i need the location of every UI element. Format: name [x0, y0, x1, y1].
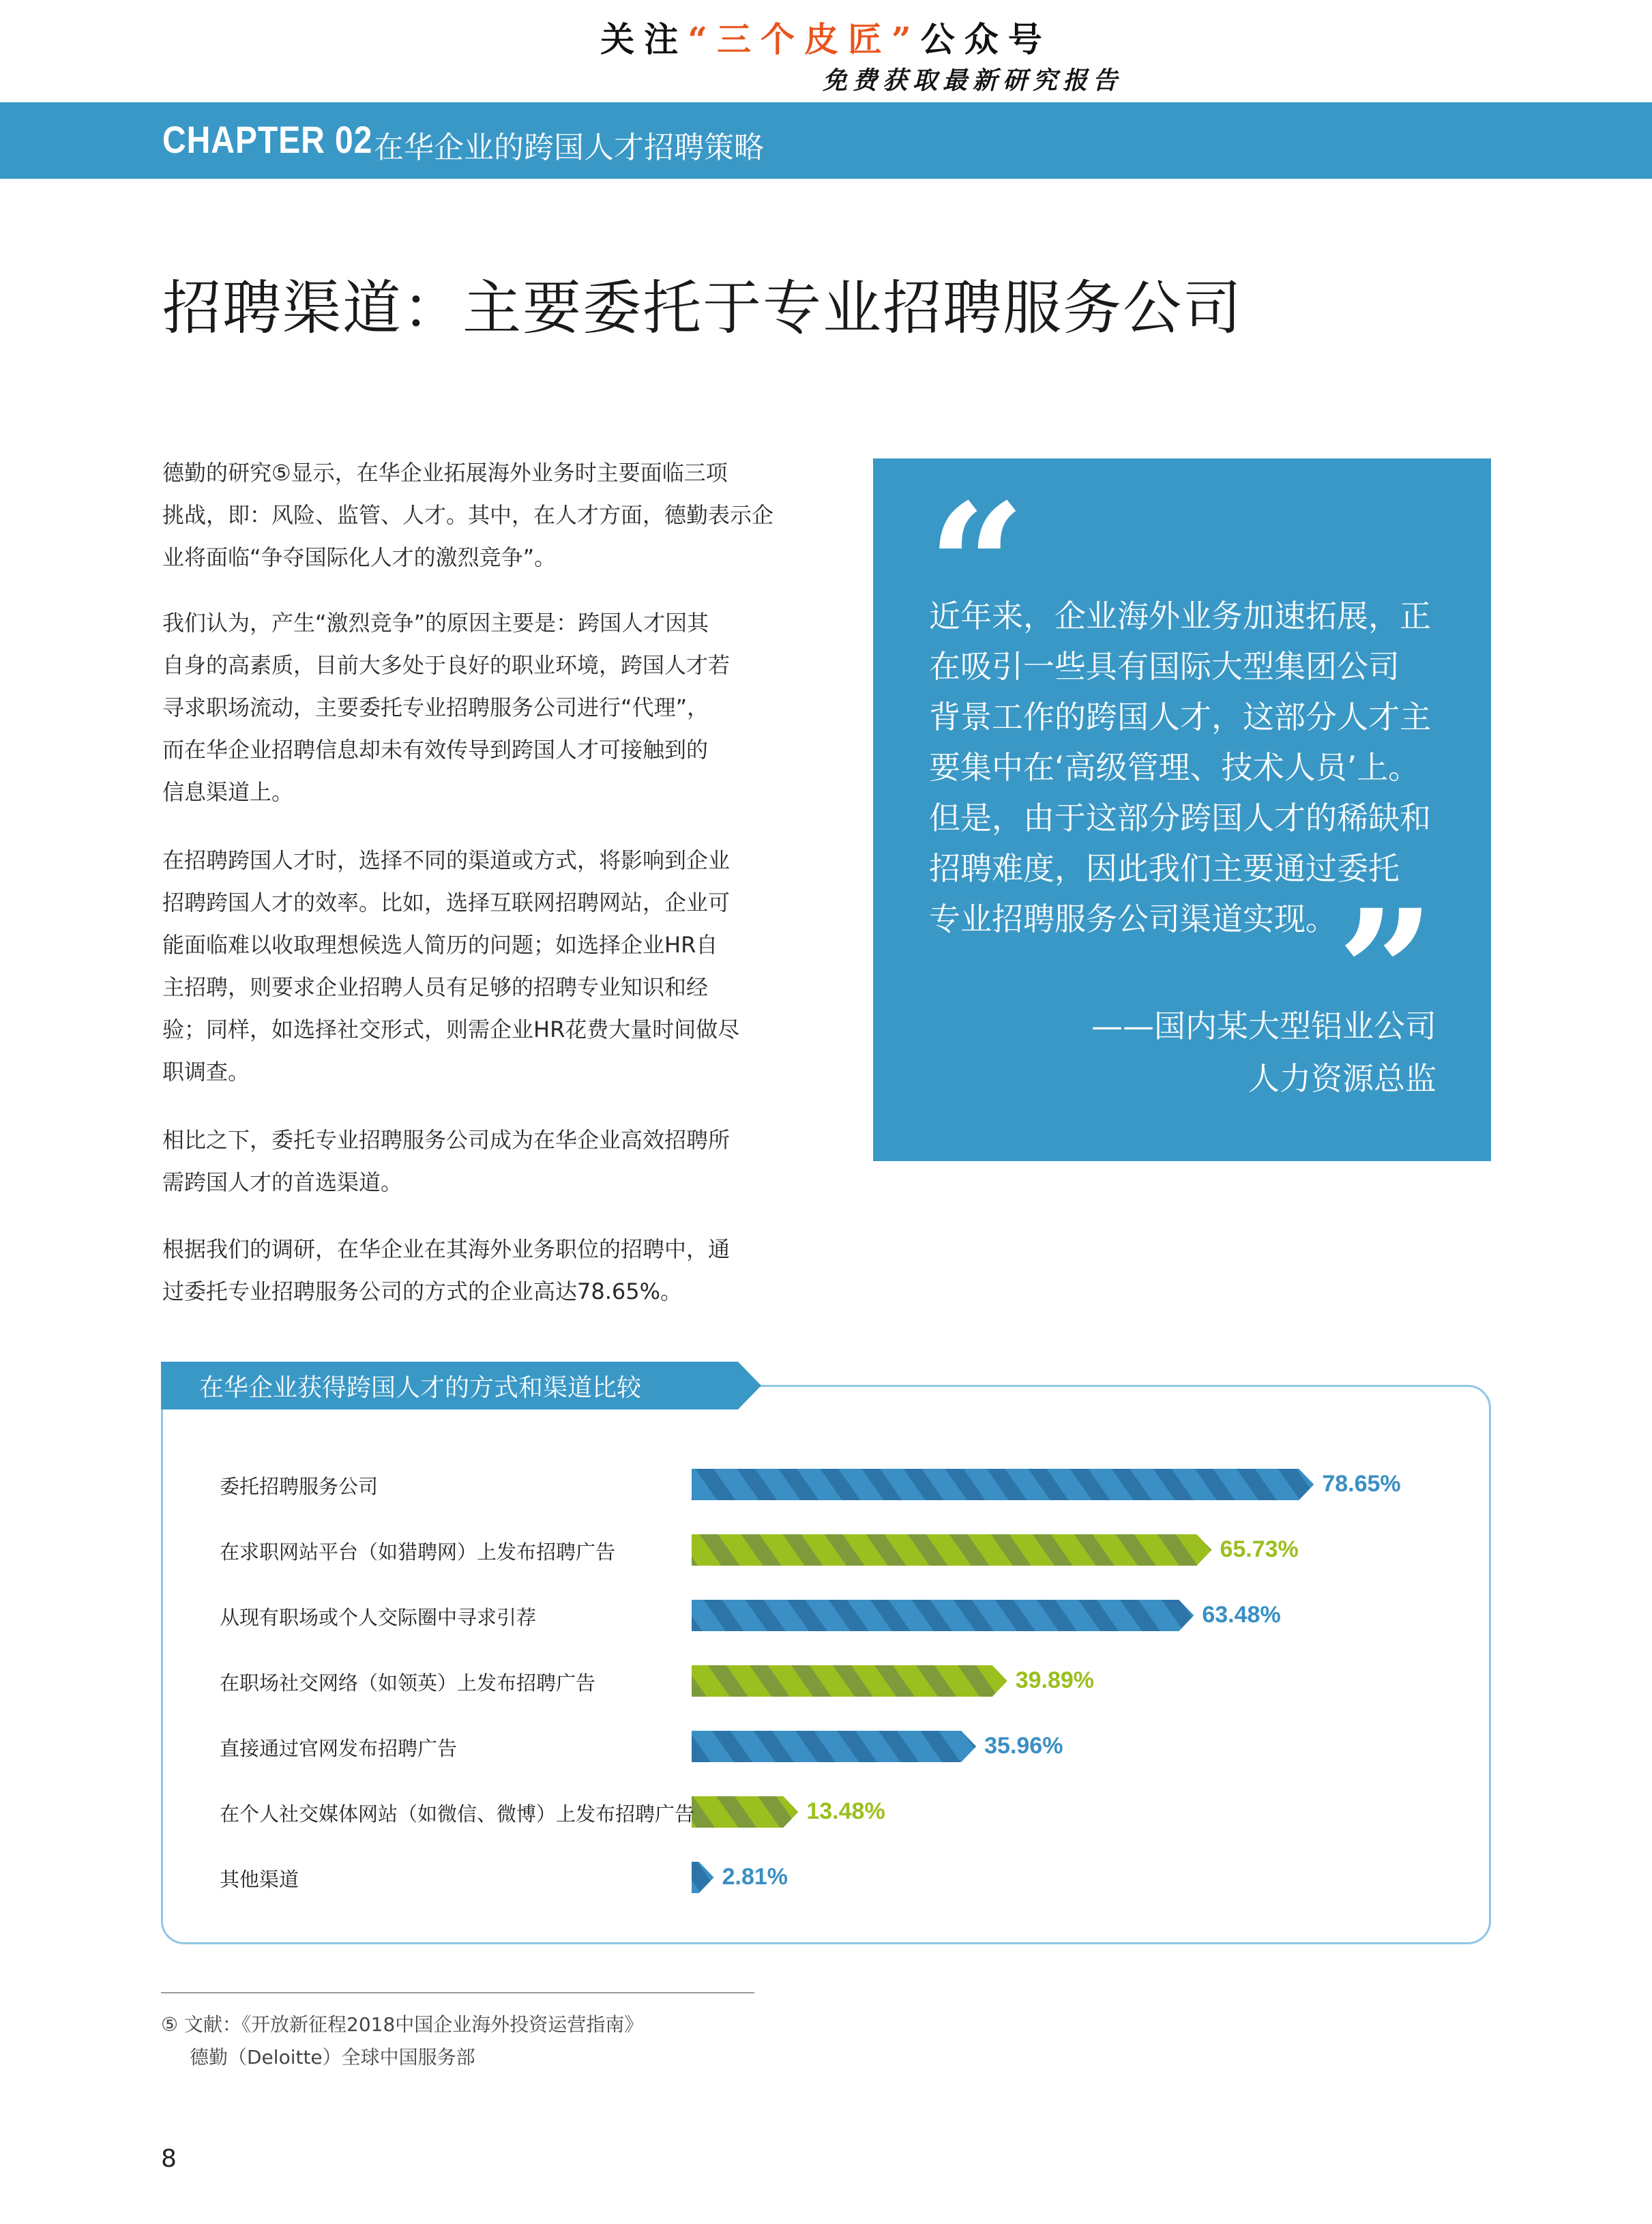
- footnote-line2: 德勤（Deloitte）全球中国服务部: [190, 2046, 475, 2068]
- paragraph-line: 德勤的研究⑤显示，在华企业拓展海外业务时主要面临三项: [162, 460, 728, 486]
- paragraph-line: 根据我们的调研，在华企业在其海外业务职位的招聘中，通: [162, 1236, 731, 1262]
- category-label: 直接通过官网发布招聘广告: [220, 1737, 458, 1760]
- value-label: 39.89%: [1015, 1667, 1095, 1693]
- quote-source-role: 人力资源总监: [1248, 1060, 1436, 1097]
- paragraph-line: 自身的高素质，目前大多处于良好的职业环境，跨国人才若: [162, 652, 731, 678]
- page-number: 8: [161, 2145, 177, 2173]
- paragraph-line: 相比之下，委托专业招聘服务公司成为在华企业高效招聘所: [162, 1127, 731, 1153]
- paragraph-line: 寻求职场流动，主要委托专业招聘服务公司进行“代理”，: [162, 694, 709, 720]
- bar-5: [692, 1731, 976, 1762]
- category-label: 从现有职场或个人交际圈中寻求引荐: [220, 1606, 537, 1629]
- watermark-pre: 关注: [600, 19, 688, 59]
- quote-line: 专业招聘服务公司渠道实现。: [929, 901, 1337, 937]
- quote-line: 但是，由于这部分跨国人才的稀缺和: [929, 800, 1431, 836]
- value-label: 35.96%: [984, 1733, 1063, 1759]
- paragraph-line: 我们认为，产生“激烈竞争”的原因主要是：跨国人才因其: [162, 610, 709, 636]
- value-label: 65.73%: [1220, 1536, 1299, 1562]
- value-label: 63.48%: [1202, 1602, 1281, 1628]
- paragraph-line: 职调查。: [162, 1059, 250, 1085]
- category-label: 在职场社交网络（如领英）上发布招聘广告: [220, 1671, 596, 1695]
- watermark-line2: 免费获取最新研究报告: [822, 66, 1123, 95]
- quote-line: 背景工作的跨国人才，这部分人才主: [929, 699, 1431, 735]
- paragraph-line: 挑战，即：风险、监管、人才。其中，在人才方面，德勤表示企: [162, 502, 774, 528]
- paragraph-line: 过委托专业招聘服务公司的方式的企业高达78.65%。: [162, 1278, 683, 1304]
- bar-6: [692, 1796, 798, 1828]
- bar-4: [692, 1665, 1007, 1697]
- quote-line: 近年来，企业海外业务加速拓展，正: [929, 598, 1431, 634]
- value-label: 13.48%: [806, 1798, 885, 1824]
- quote-line: 要集中在‘高级管理、技术人员’上。: [929, 749, 1420, 786]
- chart-title: 在华企业获得跨国人才的方式和渠道比较: [199, 1374, 642, 1402]
- paragraph-line: 在招聘跨国人才时，选择不同的渠道或方式，将影响到企业: [162, 847, 731, 873]
- category-label: 其他渠道: [220, 1868, 299, 1891]
- open-quote-icon: “: [928, 466, 1026, 667]
- paragraph-line: 主招聘，则要求企业招聘人员有足够的招聘专业知识和经: [162, 974, 709, 1000]
- quote-source-org: ——国内某大型铝业公司: [1091, 1008, 1436, 1044]
- paragraph-line: 招聘跨国人才的效率。比如，选择互联网招聘网站，企业可: [162, 890, 731, 916]
- category-label: 在个人社交媒体网站（如微信、微博）上发布招聘广告: [220, 1802, 695, 1826]
- watermark-post: 公众号: [920, 19, 1052, 59]
- chapter-label: CHAPTER 02: [162, 118, 373, 161]
- close-quote-icon: ”: [1337, 872, 1435, 1072]
- footnote-line1: ⑤ 文献：《开放新征程2018中国企业海外投资运营指南》: [161, 2013, 644, 2036]
- category-label: 委托招聘服务公司: [220, 1475, 379, 1498]
- footnote-divider: [161, 1992, 754, 1993]
- paragraph-line: 而在华企业招聘信息却未有效传导到跨国人才可接触到的: [162, 737, 709, 763]
- paragraph-line: 信息渠道上。: [162, 779, 294, 805]
- value-label: 2.81%: [722, 1864, 788, 1890]
- paragraph-line: 验；同样，如选择社交形式，则需企业HR花费大量时间做尽: [162, 1016, 740, 1042]
- bar-7: [692, 1862, 714, 1893]
- quote-line: 在吸引一些具有国际大型集团公司: [929, 648, 1400, 685]
- paragraph-line: 需跨国人才的首选渠道。: [162, 1169, 403, 1195]
- paragraph-line: 业将面临“争夺国际化人才的激烈竞争”。: [162, 544, 557, 570]
- bar-3: [692, 1600, 1194, 1631]
- category-label: 在求职网站平台（如猎聘网）上发布招聘广告: [220, 1540, 616, 1564]
- bar-1: [692, 1469, 1314, 1500]
- chapter-subtitle: 在华企业的跨国人才招聘策略: [374, 130, 764, 165]
- paragraph-line: 能面临难以收取理想候选人简历的问题；如选择企业HR自: [162, 932, 718, 958]
- bar-2: [692, 1534, 1211, 1566]
- quote-line: 招聘难度，因此我们主要通过委托: [929, 850, 1400, 887]
- value-label: 78.65%: [1322, 1471, 1401, 1497]
- page-title: 招聘渠道：主要委托于专业招聘服务公司: [162, 274, 1243, 342]
- watermark-highlight: “三个皮匠”: [688, 19, 921, 59]
